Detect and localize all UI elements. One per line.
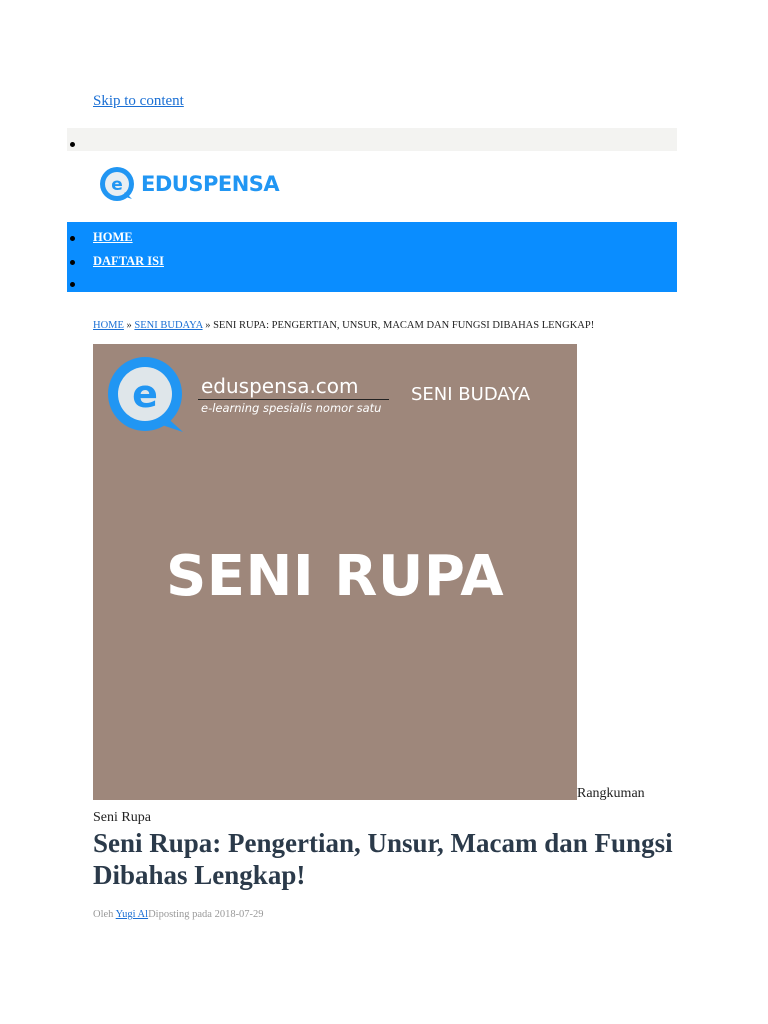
svg-text:e: e <box>111 175 123 195</box>
eduspensa-logo-icon <box>99 166 135 202</box>
image-caption: Rangkuman <box>577 786 645 801</box>
meta-by-label: Oleh <box>93 909 114 920</box>
svg-text:e: e <box>132 372 158 416</box>
breadcrumb-separator: » <box>126 320 132 331</box>
hero-title: SENI RUPA <box>165 544 505 609</box>
image-caption: Seni Rupa <box>93 810 151 825</box>
author-link[interactable]: Yugi Al <box>115 909 149 920</box>
logo-text: EDUSPENSA <box>141 172 280 196</box>
skip-to-content-link[interactable]: Skip to content <box>93 93 184 109</box>
breadcrumb-home[interactable]: HOME <box>93 320 124 331</box>
list-bullet <box>70 236 75 241</box>
breadcrumb <box>93 320 594 331</box>
hero-divider <box>198 399 389 400</box>
hero-tagline: e-learning spesialis nomor satu <box>201 401 382 415</box>
breadcrumb-category[interactable]: SENI BUDAYA <box>134 320 203 331</box>
nav-item-home[interactable]: HOME <box>93 230 133 244</box>
featured-image <box>93 344 577 800</box>
article-title: Seni Rupa: Pengertian, Unsur, Macam dan Fungsi Dibahas Lengkap! <box>93 828 673 890</box>
eduspensa-badge-icon <box>107 356 187 436</box>
top-bar <box>67 128 677 151</box>
hero-site-name: eduspensa.com <box>201 374 359 398</box>
list-bullet <box>70 142 75 147</box>
main-nav <box>67 222 677 292</box>
list-bullet <box>70 282 75 287</box>
meta-posted-label: Diposting pada <box>148 909 212 920</box>
nav-item-daftar-isi[interactable]: DAFTAR ISI <box>93 254 164 268</box>
post-meta <box>93 909 264 920</box>
post-date: 2018-07-29 <box>214 909 264 920</box>
hero-category: SENI BUDAYA <box>411 384 531 405</box>
list-bullet <box>70 260 75 265</box>
breadcrumb-current: SENI RUPA: PENGERTIAN, UNSUR, MACAM DAN FUNGSI DIBAHAS LENGKAP! <box>213 320 595 331</box>
breadcrumb-separator: » <box>205 320 211 331</box>
